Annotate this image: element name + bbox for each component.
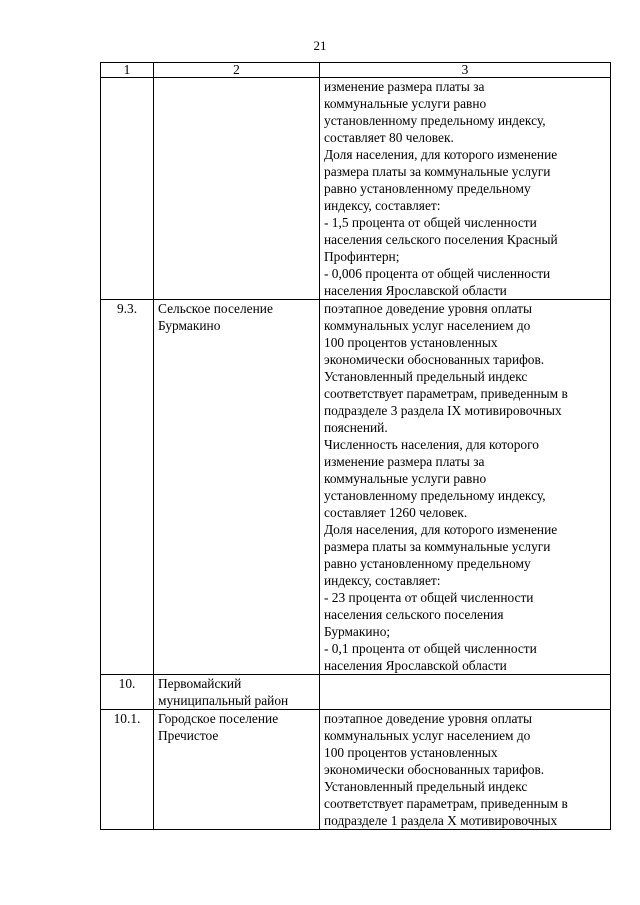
description-line: изменение размера платы за xyxy=(324,454,485,469)
description-line: - 0,1 процента от общей численности xyxy=(324,641,537,656)
column-header-3: 3 xyxy=(320,63,611,78)
description-line: Бурмакино; xyxy=(324,624,391,639)
description-line: - 1,5 процента от общей численности xyxy=(324,215,537,230)
description-line: коммунальные услуги равно xyxy=(324,96,487,111)
description-line: 100 процентов установленных xyxy=(324,745,498,760)
table-row xyxy=(101,78,611,300)
description-line: изменение размера платы за xyxy=(324,79,485,94)
column-header-2: 2 xyxy=(154,63,320,78)
municipality-name-line: Пречистое xyxy=(158,728,219,743)
description-line: Установленный предельный индекс xyxy=(324,369,528,384)
description-line: подразделе 1 раздела X мотивировочных xyxy=(324,813,558,828)
description-line: индексу, составляет: xyxy=(324,573,441,588)
municipality-name-cell xyxy=(154,675,320,710)
description-line: Профинтерн; xyxy=(324,249,400,264)
description-line: населения сельского поселения Красный xyxy=(324,232,558,247)
description-line: коммунальных услуг населением до xyxy=(324,318,531,333)
description-line: - 0,006 процента от общей численности xyxy=(324,266,551,281)
municipality-name-line: муниципальный район xyxy=(158,693,289,708)
municipality-name-line: Городское поселение xyxy=(158,711,279,726)
description-line: подразделе 3 раздела IX мотивировочных xyxy=(324,403,562,418)
table-row xyxy=(101,675,611,710)
description-cell xyxy=(320,710,611,830)
page-number: 21 xyxy=(313,38,327,53)
row-number-cell xyxy=(101,710,154,830)
description-line: пояснений. xyxy=(324,420,388,435)
description-line: равно установленному предельному xyxy=(324,556,531,571)
description-line: составляет 80 человек. xyxy=(324,130,454,145)
description-line: коммунальные услуги равно xyxy=(324,471,487,486)
description-line: составляет 1260 человек. xyxy=(324,505,468,520)
row-number-cell xyxy=(101,78,154,300)
description-line: Установленный предельный индекс xyxy=(324,779,528,794)
description-line: Доля населения, для которого изменение xyxy=(324,522,558,537)
description-line: размера платы за коммунальные услуги xyxy=(324,539,551,554)
description-line: соответствует параметрам, приведенным в xyxy=(324,386,568,401)
description-line: поэтапное доведение уровня оплаты xyxy=(324,711,533,726)
description-line: населения Ярославской области xyxy=(324,658,507,673)
description-line: Доля населения, для которого изменение xyxy=(324,147,558,162)
row-number-cell xyxy=(101,300,154,675)
municipality-name-line: Бурмакино xyxy=(158,318,221,333)
table-body xyxy=(101,63,611,830)
description-cell xyxy=(320,675,611,710)
description-line: - 23 процента от общей численности xyxy=(324,590,534,605)
row-number: 10.1. xyxy=(113,711,141,726)
municipality-name-line: Первомайский xyxy=(158,676,242,691)
description-cell xyxy=(320,300,611,675)
description-line: размера платы за коммунальные услуги xyxy=(324,164,551,179)
row-number: 10. xyxy=(118,676,136,691)
table-row xyxy=(101,710,611,830)
description-line: 100 процентов установленных xyxy=(324,335,498,350)
description-line: Численность населения, для которого xyxy=(324,437,539,452)
column-header-1: 1 xyxy=(101,63,154,78)
description-line: установленному предельному индексу, xyxy=(324,488,546,503)
municipality-name-line: Сельское поселение xyxy=(158,301,273,316)
description-line: соответствует параметрам, приведенным в xyxy=(324,796,568,811)
municipality-name-cell xyxy=(154,710,320,830)
row-number: 9.3. xyxy=(116,301,138,316)
document-table xyxy=(100,62,611,830)
description-line: населения Ярославской области xyxy=(324,283,507,298)
table-header-row xyxy=(101,63,611,78)
description-line: экономически обоснованных тарифов. xyxy=(324,352,545,367)
description-line: экономически обоснованных тарифов. xyxy=(324,762,545,777)
table-row xyxy=(101,300,611,675)
description-line: коммунальных услуг населением до xyxy=(324,728,531,743)
description-cell xyxy=(320,78,611,300)
municipality-name-cell xyxy=(154,78,320,300)
description-line: поэтапное доведение уровня оплаты xyxy=(324,301,533,316)
description-line: равно установленному предельному xyxy=(324,181,531,196)
municipality-name-cell xyxy=(154,300,320,675)
description-line: населения сельского поселения xyxy=(324,607,504,622)
description-line: установленному предельному индексу, xyxy=(324,113,546,128)
description-line: индексу, составляет: xyxy=(324,198,441,213)
row-number-cell xyxy=(101,675,154,710)
